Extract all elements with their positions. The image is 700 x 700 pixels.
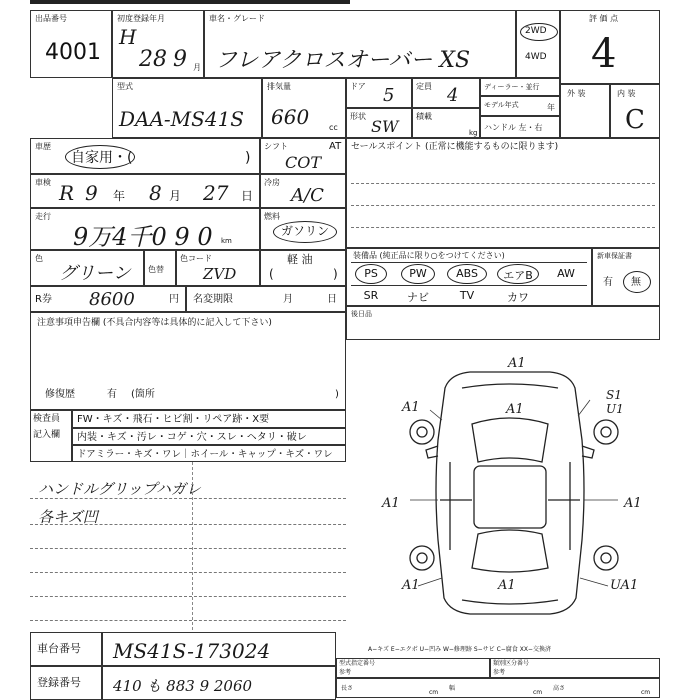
width-label: 幅 (449, 685, 456, 692)
displacement-cell (262, 78, 346, 138)
aircon-label: 冷房 (264, 178, 280, 187)
mileage: 9万4千0 9 0 (73, 223, 213, 251)
warranty-cell (592, 248, 660, 306)
inspection-day-unit: 日 (241, 189, 254, 203)
first-reg-label: 初度登録年月 (117, 14, 165, 23)
aftermarket-label: 後日品 (351, 310, 372, 318)
car-name: フレアクロスオーバー XS (215, 48, 471, 73)
aircon-cell (260, 174, 346, 208)
handle-label: ハンドル 左・右 (484, 123, 543, 132)
color-code-cell (176, 250, 260, 286)
inspector-label-2: 記入欄 (33, 430, 61, 440)
cargo-cell (412, 108, 480, 138)
inspection-month-unit: 月 (169, 189, 182, 203)
displacement-label: 排気量 (267, 82, 291, 91)
inspector-row-1 (72, 410, 346, 428)
damage-legend: A−キズ E−エクボ U−凹み W−修理跡 S−サビ C−腐食 XX−交換済 (368, 646, 551, 653)
score: 4 (591, 31, 617, 77)
capacity-label: 定員 (416, 82, 432, 91)
notes-label: 注意事項申告欄 (不具合内容等は具体的に記入して下さい) (37, 318, 272, 328)
inspector-label-1: 検査員 (33, 414, 61, 424)
door: 5 (383, 85, 395, 106)
diesel-close: ) (333, 267, 338, 281)
vehicle-use-cell (30, 138, 260, 174)
category-cell (490, 658, 660, 678)
fuel: ガソリン (281, 224, 330, 238)
rear-window (472, 530, 548, 572)
dealer-label: ディーラー・並行 (484, 83, 540, 91)
chassis-number: MS41S-173024 (113, 639, 271, 663)
interior-label: 内 装 (617, 89, 636, 98)
warranty-label: 新車保証書 (597, 252, 632, 260)
cm-unit: cm (641, 689, 651, 696)
name-change-month: 月 (283, 294, 293, 305)
cc-unit: cc (329, 123, 338, 132)
inspection-month: 8 (149, 181, 162, 205)
shift-cell (260, 138, 346, 174)
mirror-left (426, 446, 438, 458)
inspection-label: 車検 (35, 178, 51, 187)
inspector-label-cell (30, 410, 72, 462)
mileage-cell (30, 208, 260, 250)
option-tv: TV (459, 289, 475, 302)
wheel-rr (594, 546, 618, 570)
damage-mark: A1 (402, 400, 420, 415)
notes-cell (30, 312, 346, 410)
color-change-label: 色替 (148, 265, 164, 274)
shape-cell (346, 108, 412, 138)
vehicle-use: 自家用・( (71, 150, 133, 166)
fuel-cell (260, 208, 346, 250)
model-label: 型式 (117, 82, 133, 91)
wheel-fr-inner (601, 427, 611, 437)
wheel-fl (410, 420, 434, 444)
option-leather: カワ (507, 291, 529, 304)
damage-mark: U1 (606, 402, 624, 416)
aircon: A/C (291, 185, 324, 206)
color-code-label: 色コード (180, 254, 212, 263)
shape-label: 形状 (350, 112, 366, 121)
mirror-right (582, 446, 594, 458)
front-bumper (462, 384, 558, 388)
door-cell (346, 78, 412, 108)
sales-point-label: セールスポイント (正常に機能するものに限ります) (351, 142, 559, 152)
header-bar (30, 0, 350, 4)
remarks-line (30, 596, 346, 597)
damage-mark: A1 (382, 496, 400, 511)
model-cert-label: 型式指定番号 (339, 660, 376, 667)
diesel-cell (260, 250, 346, 286)
recycle-cell (30, 286, 186, 312)
inspection-day: 27 (203, 181, 229, 205)
repair-label: 修復歴 (45, 389, 75, 400)
aftermarket-cell (346, 306, 660, 340)
drive-4wd: 4WD (525, 52, 547, 62)
yen-unit: 円 (169, 294, 179, 305)
dealer-cell (480, 78, 560, 96)
door-label: ドア (350, 82, 366, 91)
interior-grade: C (625, 105, 645, 135)
remarks-divider (192, 462, 193, 630)
fuel-label: 燃料 (264, 212, 280, 221)
shape: SW (371, 117, 399, 136)
option-airbag: エアB (503, 269, 533, 282)
model-year-label: モデル年式 (484, 101, 519, 109)
remarks-line (30, 524, 346, 525)
chassis-value-cell (102, 632, 336, 666)
registration-number: 410 も 883 9 2060 (113, 677, 253, 695)
mileage-label: 走行 (35, 212, 51, 221)
shift-label: シフト (264, 142, 288, 151)
diesel-open: ( (269, 267, 274, 281)
name-change-cell (186, 286, 346, 312)
registration-label-cell (30, 666, 102, 700)
car-name-cell (204, 10, 516, 78)
option-pw: PW (409, 267, 427, 280)
model-cert-cell (336, 658, 490, 678)
fuel-diesel: 軽 油 (287, 253, 313, 266)
shift: COT (285, 153, 322, 172)
repair-location: (箇所 (131, 389, 155, 400)
option-navi: ナビ (407, 291, 429, 304)
drive-2wd: 2WD (525, 26, 547, 36)
equipment-divider (351, 285, 587, 286)
wheel-rl (410, 546, 434, 570)
inspection-year: 9 (85, 181, 98, 205)
wheel-rl-inner (417, 553, 427, 563)
category-label: 類別区分番号 (493, 660, 530, 667)
equipment-label: 装備品 (純正品に限り○をつけてください) (353, 251, 505, 260)
lot-label: 出品番号 (35, 14, 67, 23)
inspection-year-unit: 年 (113, 189, 126, 203)
lot-number: 4001 (45, 40, 101, 65)
inspector-row-3 (72, 445, 346, 462)
km-unit: km (221, 237, 232, 245)
year-unit: 年 (547, 103, 555, 112)
option-abs: ABS (456, 267, 478, 280)
inspector-row-1-text: FW・キズ・飛石・ヒビ割・リペア跡・X要 (77, 414, 270, 425)
equipment-divider (351, 262, 587, 263)
vehicle-use-label: 車歴 (35, 142, 51, 151)
cm-unit: cm (533, 689, 543, 696)
warranty-yes: 有 (603, 277, 613, 288)
sales-line (351, 227, 655, 228)
displacement: 660 (271, 105, 310, 129)
roof (474, 466, 546, 528)
color: グリーン (59, 263, 131, 284)
inspection-cell (30, 174, 260, 208)
damage-mark: A1 (498, 578, 516, 593)
wheel-rr-inner (601, 553, 611, 563)
remark-2: 各キズ凹 (38, 508, 98, 526)
sales-line (351, 205, 655, 206)
remarks-line (30, 548, 346, 549)
color-cell (30, 250, 144, 286)
cm-unit: cm (429, 689, 439, 696)
damage-mark: UA1 (610, 578, 639, 593)
wheel-fr (594, 420, 618, 444)
capacity: 4 (447, 85, 459, 106)
first-reg-month: 9 (173, 47, 187, 72)
chassis-label: 車台番号 (37, 642, 81, 655)
equipment-cell (346, 248, 592, 306)
recycle-label: R券 (35, 294, 52, 305)
color-change-cell (144, 250, 176, 286)
name-change-day: 日 (327, 294, 337, 305)
color-label: 色 (35, 254, 43, 263)
exterior-cell (560, 84, 610, 138)
interior-cell (610, 84, 660, 138)
sales-line (351, 183, 655, 184)
length-label: 長さ (341, 685, 354, 692)
chassis-label-cell (30, 632, 102, 666)
kg-unit: kg (469, 129, 478, 137)
remarks-line (30, 620, 346, 621)
first-reg-era: H (119, 25, 137, 49)
footer-legend-area (336, 640, 660, 698)
exterior-label: 外 装 (567, 89, 586, 98)
reference-2: 参考 (493, 669, 506, 676)
damage-mark: A1 (402, 578, 420, 593)
damage-mark: A1 (508, 356, 526, 371)
drive-cell (516, 10, 560, 78)
color-code: ZVD (203, 265, 237, 283)
damage-mark: S1 (606, 388, 622, 402)
name-change-label: 名変期限 (193, 294, 233, 305)
model-cell (112, 78, 262, 138)
lot-cell (30, 10, 112, 78)
damage-mark: A1 (624, 496, 642, 511)
reference-1: 参考 (339, 669, 352, 676)
score-label: 評 価 点 (589, 14, 619, 23)
remarks-line (30, 498, 346, 499)
sales-point-cell (346, 138, 660, 248)
repair-yes: 有 (107, 389, 117, 400)
capacity-cell (412, 78, 480, 108)
remark-1: ハンドルグリップハガレ (38, 480, 201, 498)
model-year-cell (480, 96, 560, 116)
first-reg-cell (112, 10, 204, 78)
model: DAA-MS41S (119, 107, 245, 131)
option-ps: PS (364, 267, 378, 280)
registration-value-cell (102, 666, 336, 700)
windshield (472, 418, 548, 462)
wheel-fl-inner (417, 427, 427, 437)
inspector-row-2 (72, 428, 346, 445)
shift-at: AT (329, 141, 342, 152)
handle-cell (480, 116, 560, 138)
month-unit: 月 (193, 63, 201, 72)
height-label: 高さ (553, 685, 566, 692)
car-name-label: 車名・グレード (209, 14, 265, 23)
registration-label: 登録番号 (37, 676, 81, 689)
remarks-area (30, 462, 346, 632)
remarks-line (30, 572, 346, 573)
first-reg-year: 28 (139, 47, 167, 72)
inspector-row-3-text: ドアミラー・キズ・ワレ｜ホイール・キャップ・キズ・ワレ (77, 449, 333, 460)
cargo-label: 積載 (416, 112, 432, 121)
rear-bumper (462, 600, 558, 604)
warranty-no: 無 (631, 277, 641, 288)
score-cell (560, 10, 660, 84)
vehicle-use-close: ) (245, 150, 251, 166)
option-sr: SR (363, 289, 379, 302)
damage-mark: A1 (506, 402, 524, 417)
inspector-row-2-text: 内装・キズ・汚レ・コゲ・穴・スレ・ヘタリ・破レ (77, 432, 307, 443)
dimension-cell (336, 678, 660, 698)
recycle-value: 8600 (89, 289, 135, 310)
inspection-era: R (59, 181, 75, 205)
repair-close: ) (335, 389, 339, 400)
option-aw: AW (557, 267, 575, 280)
